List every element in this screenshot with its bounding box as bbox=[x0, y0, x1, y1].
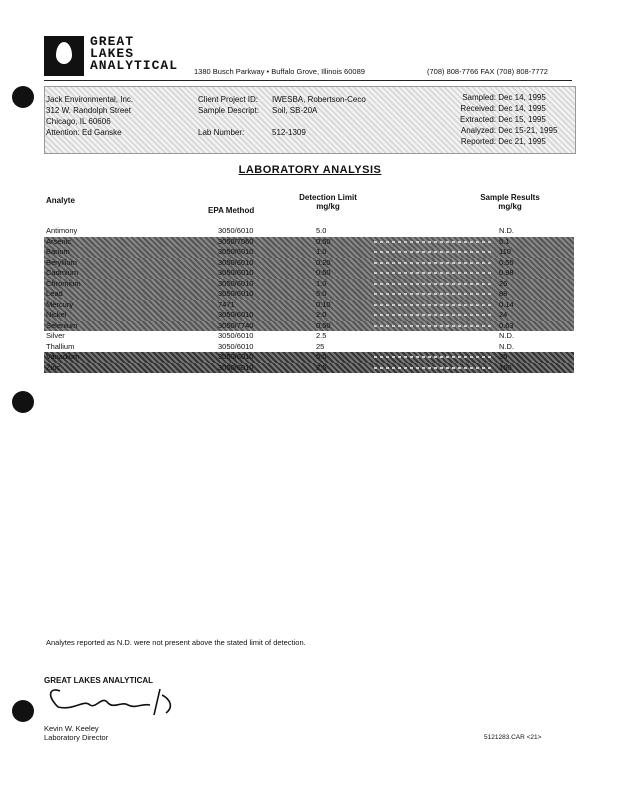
leader-dots bbox=[374, 283, 494, 285]
lab-number-label: Lab Number: bbox=[198, 128, 245, 137]
table-row bbox=[44, 258, 574, 269]
table-row bbox=[44, 300, 574, 311]
leader-dots bbox=[374, 314, 494, 316]
method-cell: 7471 bbox=[218, 299, 235, 309]
lab-number-value: 512-1309 bbox=[272, 128, 306, 137]
result-cell: 24 bbox=[499, 310, 508, 319]
logo-line: ANALYTICAL bbox=[90, 58, 179, 73]
header-rule bbox=[44, 80, 572, 81]
sample-descr-value: Soil, SB-20A bbox=[272, 106, 318, 115]
company-logo bbox=[44, 36, 194, 86]
signatory-name: Kevin W. Keeley bbox=[44, 724, 99, 733]
client-project-label: Client Project ID: bbox=[198, 95, 259, 104]
method-cell: 3050/7060 bbox=[218, 236, 254, 246]
result-cell: N.D. bbox=[499, 331, 514, 340]
logo-drop-icon bbox=[44, 36, 84, 76]
project-block bbox=[198, 94, 366, 138]
detection-limit-cell: 0.20 bbox=[316, 257, 331, 267]
table-row bbox=[44, 352, 574, 363]
method-cell: 3050/6010 bbox=[218, 278, 254, 288]
method-cell: 3050/6010 bbox=[218, 289, 254, 298]
logo-line: LAKES bbox=[90, 46, 135, 61]
detection-limit-cell: 2.5 bbox=[316, 362, 327, 372]
col-detection-unit: mg/kg bbox=[316, 202, 340, 211]
extracted-date: Dec 15, 1995 bbox=[498, 115, 546, 124]
detection-limit-cell: 0.50 bbox=[316, 268, 331, 277]
document-code: 5121283.CAR <21> bbox=[484, 734, 542, 741]
table-row bbox=[44, 247, 574, 258]
table-row bbox=[44, 363, 574, 374]
analyte-cell: Barium bbox=[46, 247, 70, 256]
analyte-cell: Zinc bbox=[46, 362, 61, 372]
client-street: 312 W. Randolph Street bbox=[46, 106, 131, 115]
signature-block bbox=[44, 676, 194, 742]
col-detection-title: Detection Limit bbox=[299, 193, 357, 202]
analyte-cell: Nickel bbox=[46, 310, 67, 319]
table-row bbox=[44, 289, 574, 300]
detection-limit-cell: 2.5 bbox=[316, 331, 327, 340]
detection-limit-cell: 0.50 bbox=[316, 236, 331, 246]
leader-dots bbox=[374, 272, 494, 274]
method-cell: 3050/7740 bbox=[218, 320, 254, 330]
client-name: Jack Environmental, Inc. bbox=[46, 95, 134, 104]
analyte-cell: Selenium bbox=[46, 320, 78, 330]
sample-descr-label: Sample Descript: bbox=[198, 106, 259, 115]
method-cell: 3050/6010 bbox=[218, 331, 254, 340]
detection-limit-cell: 25 bbox=[316, 341, 325, 351]
result-cell: 0.63 bbox=[499, 320, 514, 330]
table-row bbox=[44, 237, 574, 248]
result-cell: 88 bbox=[499, 289, 508, 298]
analyte-cell: Silver bbox=[46, 331, 65, 340]
analyzed-date: Dec 15-21, 1995 bbox=[498, 126, 558, 135]
detection-limit-cell: 0.50 bbox=[316, 320, 331, 330]
sampled-date: Dec 14, 1995 bbox=[498, 93, 546, 102]
results-table bbox=[44, 226, 574, 373]
table-row bbox=[44, 310, 574, 321]
extracted-label: Extracted: bbox=[459, 115, 496, 124]
method-cell: 3050/6010 bbox=[218, 352, 254, 361]
result-cell: 0.14 bbox=[499, 299, 514, 309]
client-city: Chicago, IL 60606 bbox=[46, 117, 111, 126]
analyte-cell: Lead bbox=[46, 289, 63, 298]
sampled-label: Sampled: bbox=[462, 93, 496, 102]
received-label: Received: bbox=[460, 104, 496, 113]
detection-limit-cell: 5.0 bbox=[316, 226, 327, 235]
result-cell: N.D. bbox=[499, 341, 514, 351]
logo-line: GREAT bbox=[90, 34, 135, 49]
analyte-cell: Vanadium bbox=[46, 352, 80, 361]
analyte-cell: Arsenic bbox=[46, 236, 72, 246]
leader-dots bbox=[374, 262, 494, 264]
reported-label: Reported: bbox=[460, 137, 496, 146]
client-project-value: IWESBA, Robertson-Ceco bbox=[272, 95, 366, 104]
handwritten-signature bbox=[44, 685, 194, 719]
detection-limit-cell: 1.0 bbox=[316, 278, 327, 288]
result-cell: 160 bbox=[499, 362, 512, 372]
binder-hole bbox=[12, 86, 34, 108]
col-analyte: Analyte bbox=[46, 196, 75, 205]
table-row bbox=[44, 342, 574, 353]
detection-limit-cell: 2.0 bbox=[316, 310, 327, 319]
dates-block bbox=[446, 92, 570, 147]
leader-dots bbox=[374, 241, 494, 243]
analyte-cell: Thallium bbox=[46, 341, 75, 351]
method-cell: 3050/6010 bbox=[218, 341, 254, 351]
analyte-cell: Chromium bbox=[46, 278, 81, 288]
table-row bbox=[44, 321, 574, 332]
reported-date: Dec 21, 1995 bbox=[498, 137, 546, 146]
method-cell: 3050/6010 bbox=[218, 247, 254, 256]
result-cell: 35 bbox=[499, 352, 508, 361]
result-cell: 0.98 bbox=[499, 268, 514, 277]
leader-dots bbox=[374, 367, 494, 369]
client-block bbox=[46, 94, 133, 138]
leader-dots bbox=[374, 293, 494, 295]
company-address: 1380 Busch Parkway • Buffalo Grove, Illinois 60089 bbox=[194, 67, 365, 76]
table-row bbox=[44, 279, 574, 290]
leader-dots bbox=[374, 356, 494, 358]
company-phone: (708) 808-7766 FAX (708) 808-7772 bbox=[427, 67, 548, 76]
detection-limit-cell: 0.10 bbox=[316, 299, 331, 309]
method-cell: 3050/6010 bbox=[218, 226, 254, 235]
result-cell: 0.55 bbox=[499, 257, 514, 267]
col-results-title: Sample Results bbox=[480, 193, 540, 202]
analyte-cell: Cadmium bbox=[46, 268, 79, 277]
binder-hole bbox=[12, 700, 34, 722]
binder-hole bbox=[12, 391, 34, 413]
detection-limit-cell: 1.0 bbox=[316, 247, 327, 256]
col-method: EPA Method bbox=[208, 206, 255, 215]
method-cell: 3050/6010 bbox=[218, 257, 254, 267]
analyte-cell: Mercury bbox=[46, 299, 74, 309]
col-detection-limit bbox=[288, 193, 368, 211]
result-cell: 110 bbox=[499, 247, 511, 256]
method-cell: 3050/6010 bbox=[218, 268, 254, 277]
leader-dots bbox=[374, 325, 494, 327]
leader-dots bbox=[374, 304, 494, 306]
table-row bbox=[44, 268, 574, 279]
result-cell: 5.1 bbox=[499, 236, 510, 246]
table-row bbox=[44, 226, 574, 237]
col-sample-results bbox=[470, 193, 550, 211]
signatory-role: Laboratory Director bbox=[44, 733, 109, 742]
footnote: Analytes reported as N.D. were not present above the stated limit of detection. bbox=[46, 638, 306, 647]
col-results-unit: mg/kg bbox=[498, 202, 522, 211]
result-cell: 26 bbox=[499, 278, 508, 288]
analyzed-label: Analyzed: bbox=[460, 126, 496, 135]
received-date: Dec 14, 1995 bbox=[498, 104, 546, 113]
analyte-cell: Beryllium bbox=[46, 257, 77, 267]
method-cell: 3050/6010 bbox=[218, 362, 254, 372]
method-cell: 3050/6010 bbox=[218, 310, 254, 319]
client-attention: Attention: Ed Ganske bbox=[46, 128, 122, 137]
detection-limit-cell: 5.0 bbox=[316, 289, 327, 298]
signature-company: GREAT LAKES ANALYTICAL bbox=[44, 676, 154, 685]
page-title: LABORATORY ANALYSIS bbox=[238, 164, 382, 176]
detection-limit-cell: 5.0 bbox=[316, 352, 327, 361]
table-row bbox=[44, 331, 574, 342]
leader-dots bbox=[374, 251, 494, 253]
analyte-cell: Antimony bbox=[46, 226, 78, 235]
result-cell: N.D. bbox=[499, 226, 514, 235]
